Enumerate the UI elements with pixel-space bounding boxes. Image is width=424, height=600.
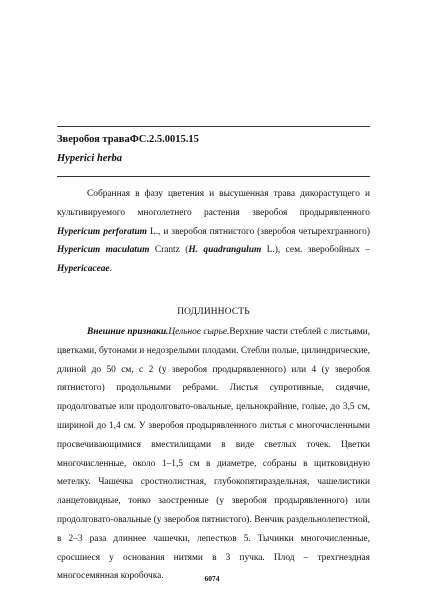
whole-material-label: Цельное сырье. [168,327,230,337]
intro-text-5: . [109,264,112,275]
intro-text-4: L.), сем. зверобойных – [261,245,370,256]
section-heading: ПОДЛИННОСТЬ [177,307,250,317]
intro-text-2: L., и зверобоя пятнистого (зверобоя четырехгранного) [146,226,370,237]
external-signs-label: Внешние признаки. [87,327,169,337]
intro-text-1: Собранная в фазу цветения и высушенная трава дикорастущего и культивируемого многолетнего растения зверобоя продырявленного [57,189,370,218]
family-name: Hypericaceae [57,264,110,275]
species-quadrangulum: H. quadrangulum [188,245,262,256]
monograph-title: Зверобоя траваФС.2.5.0015.15 [57,134,199,145]
description-text: Верхние части стеблей с листьями, цветками, бутонами и недозрелыми плодами. Стебли полые, цилиндрические, длиной до 50 см, с 2 (у зверобоя продырявленного) или 4 (у зверобоя пятнистого) продольными ребрами. Листья супротивные, сидячие, продолговатые или продолговато-овальные, цельнокрайние, голые, до 3,5 см, шириной до 1,4 см. У зверобоя продырявленного листья с многочисленными просвечивающимися вместилищами в виде светлых точек. Цветки многочисленные, около 1–1,5 см в диаметре, собраны в щитковидную метелку. Чашечка сростнолистная, глубокопятираздельная, чашелистики ланцетовидные, тонко заостренные (у зверобоя продырявленного) или продолговато-овальные (у зверобоя пятнистого). Венчик раздельнолепестной, в 2–3 раза длиннее чашечки, лепестков 5. Тычинки многочисленные, сросшиеся у основания нитями в 3 пучка. Плод – трехгнездная многосемянная коробочка. [57,327,370,582]
description-paragraph [57,323,370,586]
top-rule [57,126,370,127]
intro-text-3: Crantz ( [149,245,189,256]
species-maculatum: Hypericum maculatum [57,245,150,256]
title-rule [57,176,370,177]
page-number: 6074 [204,574,220,583]
species-perforatum: Hypericum perforatum [57,226,147,237]
latin-name: Hyperici herba [57,153,123,164]
intro-paragraph [57,185,370,279]
